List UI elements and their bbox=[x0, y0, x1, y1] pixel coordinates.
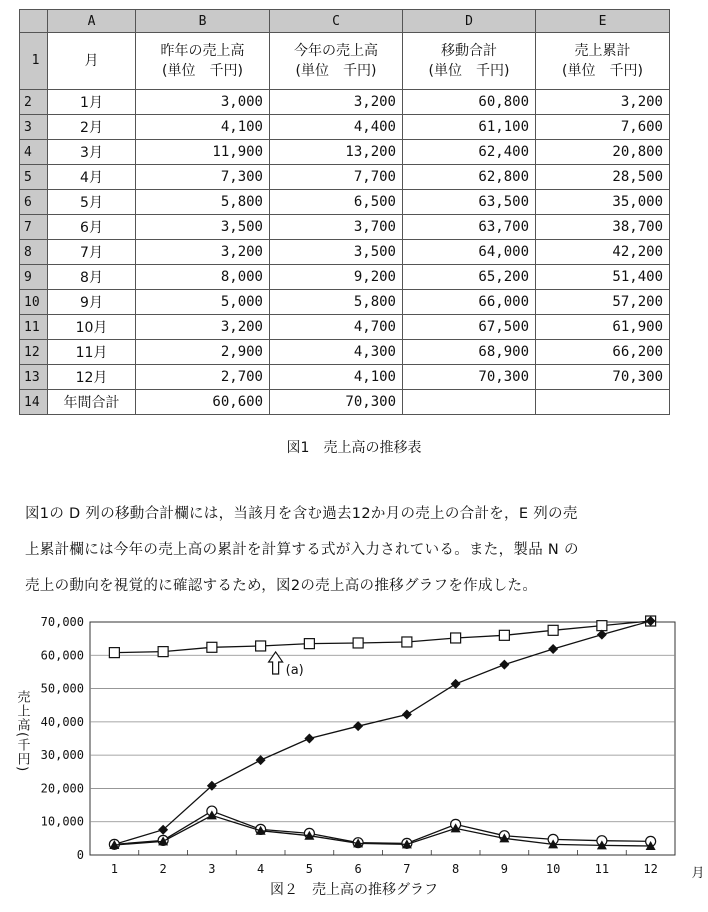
figure-2-caption: 図２ 売上高の推移グラフ bbox=[270, 882, 438, 898]
value-cell: 67,500 bbox=[403, 315, 536, 340]
column-header: E bbox=[536, 10, 670, 33]
value-cell: 51,400 bbox=[536, 265, 670, 290]
value-cell: 70,300 bbox=[270, 390, 403, 415]
value-cell: 5,000 bbox=[136, 290, 270, 315]
value-cell: 63,700 bbox=[403, 215, 536, 240]
value-cell: 3,200 bbox=[136, 240, 270, 265]
value-cell: 3,500 bbox=[136, 215, 270, 240]
y-tick-label: 40,000 bbox=[40, 714, 84, 729]
value-cell: 68,900 bbox=[403, 340, 536, 365]
row-header: 8 bbox=[20, 240, 48, 265]
row-header: 12 bbox=[20, 340, 48, 365]
value-cell: 6,500 bbox=[270, 190, 403, 215]
header-cell-line: 昨年の売上高 bbox=[160, 43, 245, 59]
month-cell: 5月 bbox=[48, 190, 136, 215]
month-cell: 11月 bbox=[48, 340, 136, 365]
data-point bbox=[548, 625, 558, 635]
value-cell: 11,900 bbox=[136, 140, 270, 165]
data-point bbox=[109, 648, 119, 658]
data-point bbox=[256, 641, 266, 651]
value-cell: 4,700 bbox=[270, 315, 403, 340]
y-tick-label: 0 bbox=[76, 848, 84, 862]
row-header: 9 bbox=[20, 265, 48, 290]
month-cell: 年間合計 bbox=[48, 390, 136, 415]
paragraph-line: 売上の動向を視覚的に確認するため，図2の売上高の推移グラフを作成した。 bbox=[25, 578, 538, 594]
header-cell-line: 売上累計 bbox=[574, 43, 631, 59]
column-header: A bbox=[48, 10, 136, 33]
month-cell: 9月 bbox=[48, 290, 136, 315]
x-tick-label: 3 bbox=[208, 862, 216, 876]
row-header: 6 bbox=[20, 190, 48, 215]
data-point bbox=[353, 638, 363, 648]
plot-area bbox=[90, 622, 675, 855]
row-header: 7 bbox=[20, 215, 48, 240]
value-cell: 3,500 bbox=[270, 240, 403, 265]
value-cell: 42,200 bbox=[536, 240, 670, 265]
value-cell: 4,100 bbox=[136, 115, 270, 140]
y-axis-label: 売上高(千円) bbox=[14, 690, 30, 773]
data-point bbox=[451, 633, 461, 643]
value-cell: 13,200 bbox=[270, 140, 403, 165]
month-cell: 8月 bbox=[48, 265, 136, 290]
value-cell: 60,600 bbox=[136, 390, 270, 415]
month-cell: 7月 bbox=[48, 240, 136, 265]
row-header: 1 bbox=[20, 33, 48, 90]
y-tick-label: 20,000 bbox=[40, 781, 84, 796]
column-header: D bbox=[403, 10, 536, 33]
month-cell: 12月 bbox=[48, 365, 136, 390]
value-cell: 61,900 bbox=[536, 315, 670, 340]
header-cell-line: 月 bbox=[84, 53, 99, 69]
row-header: 4 bbox=[20, 140, 48, 165]
column-header: C bbox=[270, 10, 403, 33]
month-cell: 6月 bbox=[48, 215, 136, 240]
value-cell: 3,000 bbox=[136, 90, 270, 115]
data-point bbox=[207, 642, 217, 652]
header-cell-line: (単位 千円) bbox=[295, 63, 377, 79]
x-tick-label: 2 bbox=[159, 862, 167, 876]
value-cell: 70,300 bbox=[403, 365, 536, 390]
value-cell: 64,000 bbox=[403, 240, 536, 265]
row-header: 13 bbox=[20, 365, 48, 390]
x-tick-label: 6 bbox=[354, 862, 362, 876]
x-tick-label: 1 bbox=[110, 862, 118, 876]
row-header: 10 bbox=[20, 290, 48, 315]
value-cell: 66,000 bbox=[403, 290, 536, 315]
row-header: 5 bbox=[20, 165, 48, 190]
row-header: 2 bbox=[20, 90, 48, 115]
value-cell: 3,200 bbox=[536, 90, 670, 115]
x-tick-label: 12 bbox=[643, 862, 658, 876]
x-tick-label: 4 bbox=[257, 862, 265, 876]
y-tick-label: 50,000 bbox=[40, 681, 84, 696]
value-cell: 61,100 bbox=[403, 115, 536, 140]
x-tick-label: 10 bbox=[545, 862, 561, 876]
x-tick-label: 5 bbox=[305, 862, 313, 876]
value-cell: 57,200 bbox=[536, 290, 670, 315]
value-cell: 3,700 bbox=[270, 215, 403, 240]
value-cell: 70,300 bbox=[536, 365, 670, 390]
value-cell: 5,800 bbox=[136, 190, 270, 215]
y-tick-label: 60,000 bbox=[40, 648, 84, 663]
value-cell: 66,200 bbox=[536, 340, 670, 365]
header-cell-line: (単位 千円) bbox=[562, 63, 643, 79]
value-cell: 7,300 bbox=[136, 165, 270, 190]
value-cell: 7,600 bbox=[536, 115, 670, 140]
y-tick-label: 70,000 bbox=[40, 615, 84, 629]
data-point bbox=[158, 647, 168, 657]
value-cell: 4,300 bbox=[270, 340, 403, 365]
x-tick-label: 8 bbox=[452, 862, 460, 876]
value-cell: 9,200 bbox=[270, 265, 403, 290]
x-tick-label: 11 bbox=[594, 862, 610, 876]
value-cell: 28,500 bbox=[536, 165, 670, 190]
value-cell: 7,700 bbox=[270, 165, 403, 190]
header-cell-line: 今年の売上高 bbox=[294, 43, 378, 59]
data-point bbox=[402, 637, 412, 647]
y-tick-label: 10,000 bbox=[40, 814, 84, 829]
row-header: 11 bbox=[20, 315, 48, 340]
month-cell: 2月 bbox=[48, 115, 136, 140]
y-tick-label: 30,000 bbox=[40, 748, 84, 763]
column-header: B bbox=[136, 10, 270, 33]
paragraph-line: 上累計欄には今年の売上高の累計を計算する式が入力されている。また，製品 N の bbox=[25, 542, 579, 558]
month-cell: 10月 bbox=[48, 315, 136, 340]
value-cell: 63,500 bbox=[403, 190, 536, 215]
value-cell: 4,400 bbox=[270, 115, 403, 140]
value-cell: 65,200 bbox=[403, 265, 536, 290]
value-cell: 3,200 bbox=[136, 315, 270, 340]
x-tick-label: 7 bbox=[403, 862, 411, 876]
figure-1-caption: 図1 売上高の推移表 bbox=[286, 440, 422, 456]
month-cell: 1月 bbox=[48, 90, 136, 115]
annotation-label: (a) bbox=[285, 662, 304, 678]
header-cell-line: (単位 千円) bbox=[428, 63, 510, 79]
value-cell: 60,800 bbox=[403, 90, 536, 115]
x-tick-label: 9 bbox=[500, 862, 508, 876]
row-header: 14 bbox=[20, 390, 48, 415]
value-cell: 2,900 bbox=[136, 340, 270, 365]
header-cell-line: (単位 千円) bbox=[162, 63, 243, 79]
value-cell: 62,400 bbox=[403, 140, 536, 165]
value-cell: 35,000 bbox=[536, 190, 670, 215]
row-header: 3 bbox=[20, 115, 48, 140]
value-cell: 5,800 bbox=[270, 290, 403, 315]
paragraph-line: 図1の D 列の移動合計欄には，当該月を含む過去12か月の売上の合計を，E 列の売 bbox=[25, 506, 578, 522]
x-axis-label: 月 bbox=[691, 866, 705, 881]
value-cell: 20,800 bbox=[536, 140, 670, 165]
value-cell: 8,000 bbox=[136, 265, 270, 290]
month-cell: 4月 bbox=[48, 165, 136, 190]
data-point bbox=[304, 639, 314, 649]
value-cell: 2,700 bbox=[136, 365, 270, 390]
month-cell: 3月 bbox=[48, 140, 136, 165]
value-cell: 4,100 bbox=[270, 365, 403, 390]
value-cell: 62,800 bbox=[403, 165, 536, 190]
value-cell: 3,200 bbox=[270, 90, 403, 115]
data-point bbox=[499, 630, 509, 640]
data-point bbox=[597, 621, 607, 631]
header-cell-line: 移動合計 bbox=[441, 43, 497, 59]
value-cell: 38,700 bbox=[536, 215, 670, 240]
